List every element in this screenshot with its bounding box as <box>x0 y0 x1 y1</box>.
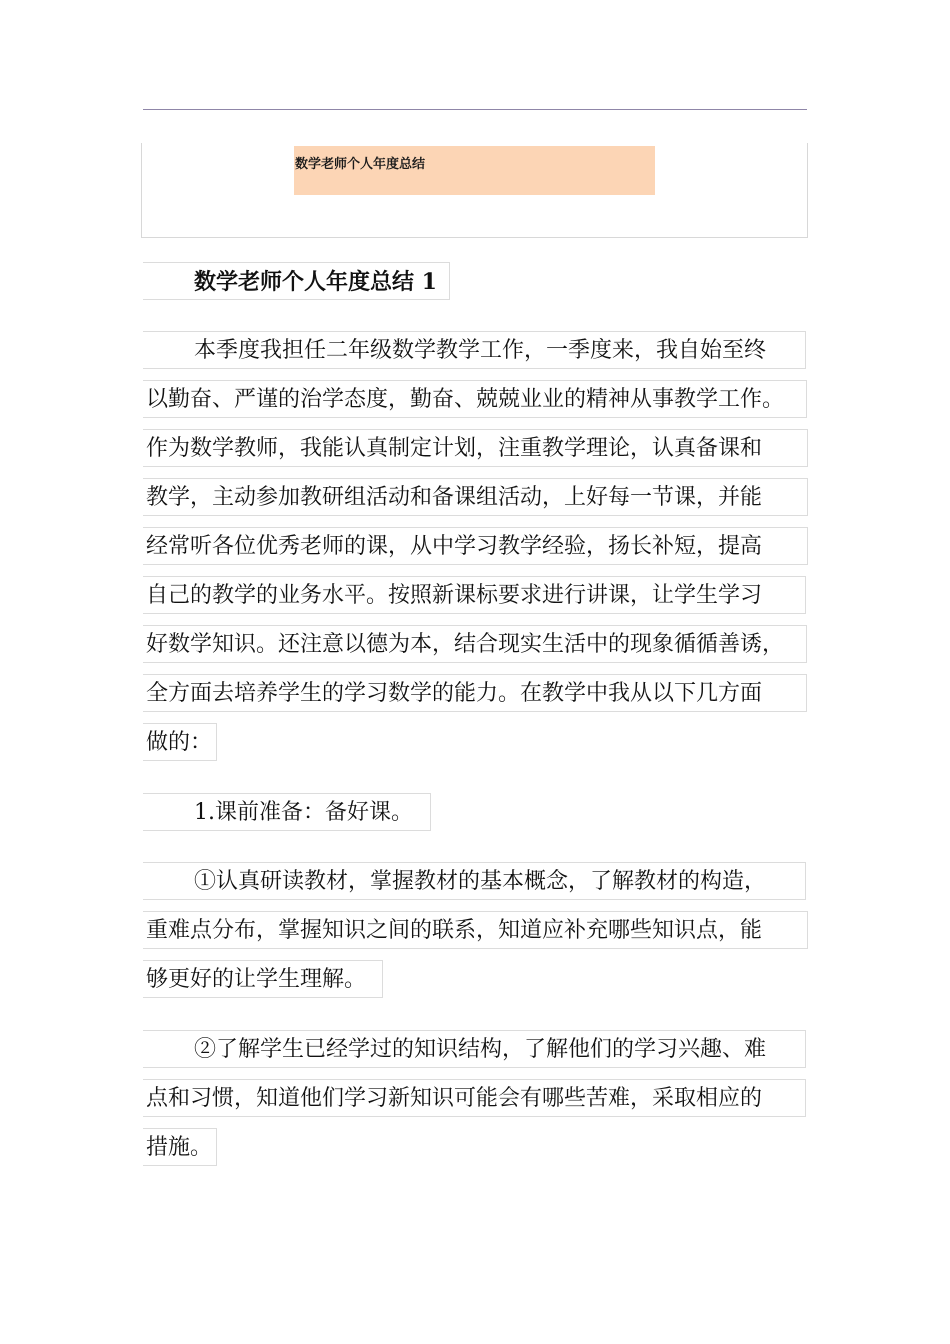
paragraph-line: 本季度我担任二年级数学教学工作，一季度来，我自始至终 <box>143 331 806 369</box>
header-title-tag: 数学老师个人年度总结 <box>294 146 655 195</box>
paragraph-line: 点和习惯，知道他们学习新知识可能会有哪些苦难，采取相应的 <box>143 1079 806 1117</box>
paragraph-line: 全方面去培养学生的学习数学的能力。在教学中我从以下几方面 <box>143 674 807 712</box>
paragraph-line: 经常听各位优秀老师的课，从中学习教学经验，扬长补短，提高 <box>143 527 808 565</box>
paragraph-line: 好数学知识。还注意以德为本，结合现实生活中的现象循循善诱， <box>143 625 807 663</box>
paragraph-line: 1.课前准备：备好课。 <box>143 793 431 831</box>
paragraph-line: 措施。 <box>143 1128 217 1166</box>
top-rule <box>143 109 807 110</box>
paragraph-line: ①认真研读教材，掌握教材的基本概念，了解教材的构造， <box>143 862 806 900</box>
paragraph-line: 重难点分布，掌握知识之间的联系，知道应补充哪些知识点，能 <box>143 911 808 949</box>
paragraph-line: 自己的教学的业务水平。按照新课标要求进行讲课，让学生学习 <box>143 576 806 614</box>
paragraph-line: 够更好的让学生理解。 <box>143 960 383 998</box>
paragraph-line: 教学，主动参加教研组活动和备课组活动，上好每一节课，并能 <box>143 478 808 516</box>
paragraph-line: 作为数学教师，我能认真制定计划，注重教学理论，认真备课和 <box>143 429 808 467</box>
section-heading: 数学老师个人年度总结 1 <box>143 262 450 300</box>
paragraph-line: 以勤奋、严谨的治学态度，勤奋、兢兢业业的精神从事教学工作。 <box>143 380 807 418</box>
paragraph-line: ②了解学生已经学过的知识结构，了解他们的学习兴趣、难 <box>143 1030 806 1068</box>
paragraph-line: 做的： <box>143 723 217 761</box>
